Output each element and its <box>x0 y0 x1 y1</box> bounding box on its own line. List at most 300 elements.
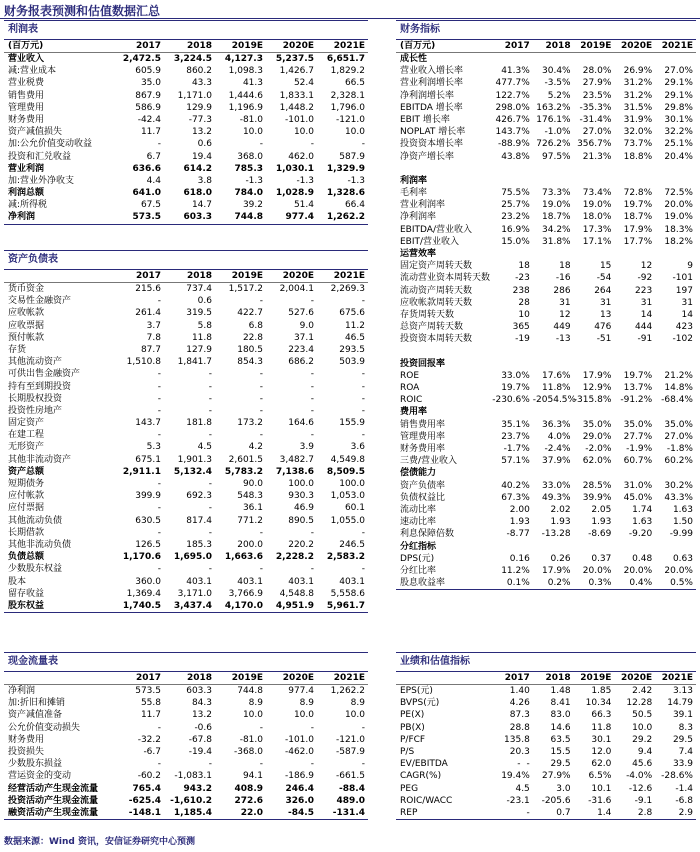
income-value-cell: 6,651.7 <box>326 54 365 64</box>
balance-value-cell: - <box>310 430 314 441</box>
valuation-value-cell: 1.40 <box>509 686 530 696</box>
ratios-section-label: 投资回报率 <box>400 358 446 369</box>
ratios-value-cell: 4.0% <box>547 431 571 442</box>
balance-row-label: 长期股权投资 <box>8 393 63 404</box>
ratios-value-cell: 30.4% <box>542 66 571 77</box>
ratios-value-cell: 12 <box>559 309 571 320</box>
balance-value-cell: 930.3 <box>288 491 314 502</box>
title-rule <box>0 18 700 19</box>
balance-header-cell: 2020E <box>282 271 314 281</box>
ratios-value-cell: 23.7% <box>501 431 530 442</box>
balance-row-label: 长期借款 <box>8 527 45 538</box>
balance-row <box>4 588 368 600</box>
balance-value-cell: 4,549.8 <box>330 454 365 465</box>
income-row-label: 营业税费 <box>8 78 45 89</box>
ratios-value-cell: 20.4% <box>664 151 693 162</box>
income-title: 利润表 <box>4 20 368 40</box>
income-value-cell: - <box>259 139 263 150</box>
income-value-cell: 1,329.9 <box>326 163 365 174</box>
valuation-row-label: ROIC/WACC <box>400 795 453 806</box>
income-header-cell: 2017 <box>135 41 161 51</box>
balance-value-cell: - <box>157 564 161 575</box>
cash-value-cell: - <box>157 759 161 770</box>
valuation-value-cell: -31.6 <box>588 795 612 806</box>
cash-value-cell: 13.2 <box>191 710 212 721</box>
ratios-value-cell: -19 <box>515 334 530 345</box>
income-value-cell: 3,224.5 <box>173 54 212 64</box>
balance-value-cell: 200.0 <box>237 539 263 550</box>
balance-value-cell: - <box>208 564 212 575</box>
balance-value-cell: - <box>208 479 212 489</box>
ratios-value-cell: 426.7% <box>495 114 530 125</box>
ratios-value-cell: -101 <box>672 273 693 284</box>
balance-value-cell: - <box>157 296 161 307</box>
ratios-value-cell: -13.28 <box>541 529 571 540</box>
income-value-cell: 1,796.0 <box>330 102 365 113</box>
cash-row-label: 财务费用 <box>8 734 45 745</box>
ratios-value-cell <box>614 346 655 358</box>
cash-value-cell: 977.4 <box>288 686 314 696</box>
valuation-value-cell: 2.8 <box>637 807 653 818</box>
ratios-value-cell: 449 <box>553 322 571 333</box>
ratios-value-cell: 34.2% <box>542 224 571 235</box>
ratios-value-cell: 14 <box>681 309 693 320</box>
income-header-cell: 2020E <box>282 41 314 51</box>
ratios-row-label: 财务费用率 <box>400 444 446 454</box>
balance-value-cell: - <box>310 405 314 416</box>
cash-row-label: 投资损失 <box>8 746 45 757</box>
balance-row-label: 可供出售金融资产 <box>8 369 81 380</box>
ratios-section-label: 成长性 <box>400 54 428 64</box>
balance-value-cell: - <box>259 369 263 380</box>
balance-row <box>4 563 368 575</box>
cash-value-cell: 744.8 <box>237 686 263 696</box>
balance-row <box>4 441 368 453</box>
valuation-row <box>396 709 696 721</box>
ratios-row <box>396 577 696 590</box>
cash-value-cell: 573.5 <box>135 686 161 696</box>
cash-value-cell: 22.0 <box>240 807 263 818</box>
ratios-value-cell: 223 <box>635 285 653 296</box>
balance-value-cell: - <box>208 381 212 392</box>
ratios-value-cell: 2.02 <box>550 504 571 515</box>
cash-value-cell: - <box>361 759 365 770</box>
income-value-cell: 10.0 <box>344 127 365 138</box>
cash-value-cell: 765.4 <box>132 783 161 794</box>
ratios-value-cell: -91.2% <box>620 395 653 406</box>
balance-value-cell: 5,132.4 <box>173 466 212 477</box>
income-value-cell: 1,098.3 <box>228 66 263 77</box>
ratios-row <box>396 65 696 77</box>
balance-value-cell: 527.6 <box>288 308 314 319</box>
ratios-row-label: 流动营业资本周转天数 <box>400 273 491 284</box>
ratios-row-label: 净利润增长率 <box>400 90 455 101</box>
ratios-value-cell: 31.0% <box>623 480 653 491</box>
income-value-cell: 860.2 <box>186 66 212 77</box>
source-note: 数据来源：Wind 资讯，安信证券研究中心预测 <box>4 837 195 847</box>
ratios-row-label: 分红比率 <box>400 565 437 576</box>
ratios-row <box>396 480 696 492</box>
income-value-cell: -101.0 <box>284 114 314 125</box>
ratios-value-cell: -31.4% <box>579 114 612 125</box>
balance-value-cell: - <box>208 527 212 538</box>
balance-row <box>4 307 368 319</box>
income-row <box>4 151 368 163</box>
ratios-row <box>396 224 696 236</box>
ratios-row-label: 固定资产周转天数 <box>400 261 473 272</box>
income-row-label: 加:营业外净收支 <box>8 175 75 186</box>
valuation-row <box>396 795 696 807</box>
income-value-cell: 11.7 <box>140 127 161 138</box>
income-row <box>4 102 368 114</box>
balance-row <box>4 332 368 344</box>
balance-value-cell: 675.1 <box>135 454 161 465</box>
cash-row <box>4 770 368 782</box>
balance-value-cell: 46.9 <box>293 503 314 514</box>
ratios-value-cell: 2.00 <box>509 504 530 515</box>
valuation-header-cell: 2017 <box>504 673 530 683</box>
ratios-row-label: 流动比率 <box>400 504 437 515</box>
valuation-value-cell: 10.1 <box>591 783 612 794</box>
valuation-row <box>396 770 696 782</box>
balance-row <box>4 295 368 307</box>
valuation-row <box>396 746 696 758</box>
income-value-cell: 1,444.6 <box>228 90 263 101</box>
balance-row-label: 其他流动负债 <box>8 515 63 526</box>
ratios-value-cell: 27.0% <box>664 431 693 442</box>
income-row <box>4 126 368 138</box>
balance-row <box>4 429 368 441</box>
income-statement-panel <box>4 20 368 225</box>
balance-row-label: 股东权益 <box>8 600 45 611</box>
ratios-value-cell: 33.0% <box>501 370 530 381</box>
income-value-cell: 1,426.7 <box>279 66 314 77</box>
cash-value-cell: -148.1 <box>128 807 161 818</box>
ratios-row-label: 负债权益比 <box>400 492 446 503</box>
valuation-header-row <box>396 672 696 685</box>
ratios-value-cell: 40.2% <box>501 480 530 491</box>
valuation-value-cell: 3.13 <box>672 686 693 696</box>
income-row <box>4 211 368 224</box>
income-value-cell: 35.0 <box>140 78 161 89</box>
cash-value-cell: -81.0 <box>239 734 263 745</box>
ratios-header-cell: 2021E <box>661 41 693 51</box>
ratios-value-cell: 17.3% <box>582 224 612 235</box>
income-value-cell: 13.2 <box>191 127 212 138</box>
valuation-value-cell: 4.26 <box>509 698 530 709</box>
ratios-value-cell: 31 <box>640 297 653 308</box>
ratios-value-cell: 476 <box>594 322 612 333</box>
ratios-value-cell: 0.26 <box>550 553 571 564</box>
balance-sheet-panel <box>4 250 368 613</box>
balance-row-label: 股本 <box>8 576 27 587</box>
ratios-value-cell: 29.1% <box>664 90 693 101</box>
income-value-cell: 462.0 <box>288 151 314 162</box>
valuation-row <box>396 734 696 746</box>
valuation-value-cell: 62.0 <box>591 759 612 770</box>
ratios-title: 财务指标 <box>396 20 696 40</box>
valuation-panel <box>396 652 696 820</box>
balance-value-cell: - <box>259 405 263 416</box>
income-value-cell: 605.9 <box>135 66 161 77</box>
balance-value-cell: 854.3 <box>237 357 263 368</box>
ratios-value-cell: 18.7% <box>542 212 571 223</box>
cash-row-label: 经营活动产生现金流量 <box>8 783 99 794</box>
balance-value-cell: - <box>310 564 314 575</box>
cash-header-cell: 2021E <box>333 673 365 683</box>
income-header-row <box>4 40 368 53</box>
balance-value-cell: 3,482.7 <box>279 454 314 465</box>
balance-value-cell: 3.6 <box>350 442 365 453</box>
balance-value-cell: 9.0 <box>299 320 314 331</box>
balance-value-cell: 1,663.6 <box>224 552 263 563</box>
cash-value-cell: -60.2 <box>137 771 161 782</box>
balance-value-cell: - <box>157 393 161 404</box>
ratios-value-cell: 19.0% <box>582 200 612 211</box>
ratios-value-cell: 35.0% <box>582 419 612 430</box>
balance-row <box>4 539 368 551</box>
balance-row-label: 应收帐款 <box>8 308 45 319</box>
income-value-cell: -121.0 <box>335 114 365 125</box>
valuation-row-label: CAGR(%) <box>400 771 442 782</box>
income-value-cell: 603.3 <box>183 212 212 223</box>
ratios-value-cell: 33.0% <box>542 480 571 491</box>
income-value-cell: 39.2 <box>242 200 263 211</box>
balance-value-cell: 126.5 <box>135 539 161 550</box>
cash-value-cell: 272.6 <box>234 795 263 806</box>
balance-value-cell: 403.1 <box>288 576 314 587</box>
balance-value-cell: 5.8 <box>197 320 212 331</box>
balance-value-cell: - <box>208 369 212 380</box>
cash-title: 现金流量表 <box>4 652 368 672</box>
ratios-value-cell: -3.5% <box>544 78 571 89</box>
balance-value-cell: 3,437.4 <box>173 600 212 611</box>
balance-row-label: 在建工程 <box>8 430 45 441</box>
valuation-value-cell: 6.5% <box>588 771 612 782</box>
ratios-value-cell: -92 <box>637 273 653 284</box>
valuation-value-cell: 14.79 <box>667 698 693 709</box>
cash-value-cell: 8.9 <box>350 698 365 709</box>
ratios-value-cell: 31.9% <box>623 114 653 125</box>
income-value-cell: 1,829.2 <box>330 66 365 77</box>
ratios-row <box>396 187 696 199</box>
balance-value-cell: - <box>361 393 365 404</box>
ratios-value-cell: 41.3% <box>501 66 530 77</box>
balance-value-cell: 6.8 <box>248 320 263 331</box>
valuation-value-cell: 4.5 <box>515 783 530 794</box>
income-value-cell: 573.5 <box>132 212 161 223</box>
income-header-cell: 2021E <box>333 41 365 51</box>
valuation-value-cell: 66.3 <box>591 710 612 721</box>
ratios-value-cell: -68.4% <box>661 395 693 406</box>
ratios-value-cell: 19.0% <box>542 200 571 211</box>
balance-value-cell: - <box>208 405 212 416</box>
balance-value-cell: - <box>208 503 212 514</box>
balance-value-cell: - <box>361 527 365 538</box>
ratios-value-cell: 477.7% <box>495 78 530 89</box>
ratios-value-cell: 17.6% <box>542 370 571 381</box>
ratios-value-cell: -54 <box>596 273 612 284</box>
balance-value-cell: 2,601.5 <box>228 454 263 465</box>
ratios-value-cell: 18.3% <box>664 224 693 235</box>
cash-row-label: 融资活动产生现金流量 <box>8 807 99 818</box>
cash-value-cell: -101.0 <box>284 734 314 745</box>
ratios-row <box>396 406 696 418</box>
balance-value-cell: 3,171.0 <box>177 588 212 599</box>
balance-value-cell: 181.8 <box>186 418 212 429</box>
ratios-row <box>396 211 696 223</box>
ratios-value-cell: 726.2% <box>536 139 571 150</box>
ratios-value-cell: 31.2% <box>623 78 653 89</box>
ratios-value-cell: 20.0% <box>664 200 693 211</box>
balance-value-cell: - <box>310 381 314 392</box>
income-value-cell: 785.3 <box>234 163 263 174</box>
valuation-value-cell: 10.34 <box>585 698 612 709</box>
ratios-header-cell: 2020E <box>620 41 653 51</box>
balance-value-cell: 548.3 <box>237 491 263 502</box>
ratios-value-cell: -16 <box>555 273 571 284</box>
balance-value-cell: 403.1 <box>237 576 263 587</box>
balance-row <box>4 576 368 588</box>
valuation-value-cell: 33.9 <box>672 759 693 770</box>
income-value-cell: -1.3 <box>347 175 365 186</box>
ratios-value-cell: 356.7% <box>577 139 612 150</box>
balance-value-cell: 5,558.6 <box>330 588 365 599</box>
balance-value-cell: 11.8 <box>191 332 212 343</box>
ratios-value-cell: 29.0% <box>582 431 612 442</box>
income-value-cell: 1,196.9 <box>228 102 263 113</box>
balance-value-cell: 1,510.8 <box>126 357 161 368</box>
balance-value-cell: 1,517.2 <box>228 284 263 294</box>
cash-value-cell: 94.1 <box>242 771 263 782</box>
balance-value-cell: 1,053.0 <box>330 491 365 502</box>
valuation-value-cell: 7.4 <box>678 746 693 757</box>
ratios-value-cell: 1.63 <box>672 504 693 515</box>
balance-value-cell: 5.3 <box>146 442 161 453</box>
valuation-value-cell: 19.4% <box>501 771 530 782</box>
ratios-row-label: 营业收入增长率 <box>400 66 464 77</box>
ratios-value-cell: 11.8% <box>542 383 571 394</box>
ratios-value-cell: 1.93 <box>550 517 571 528</box>
income-header-cell: 2019E <box>231 41 263 51</box>
ratios-row <box>396 443 696 455</box>
valuation-lead-dash: - <box>517 759 521 770</box>
ratios-value-cell: 163.2% <box>536 102 571 113</box>
valuation-header-cell <box>396 672 492 684</box>
ratios-value-cell: 19.7% <box>623 370 653 381</box>
ratios-row-label: 利息保障倍数 <box>400 529 455 540</box>
balance-value-cell: - <box>157 479 161 489</box>
ratios-value-cell: 1.93 <box>591 517 612 528</box>
balance-value-cell: - <box>157 369 161 380</box>
ratios-row <box>396 248 696 260</box>
balance-value-cell: 155.9 <box>339 418 365 429</box>
balance-value-cell: 890.5 <box>288 515 314 526</box>
balance-value-cell: 37.1 <box>293 332 314 343</box>
ratios-row-label: 股息收益率 <box>400 578 446 589</box>
cash-row <box>4 795 368 807</box>
ratios-row <box>396 504 696 516</box>
ratios-value-cell: 31.5% <box>623 102 653 113</box>
valuation-row-label: PB(X) <box>400 722 425 733</box>
ratios-value-cell: 1.50 <box>672 517 693 528</box>
ratios-value-cell: 25.1% <box>664 139 693 150</box>
balance-row-label: 应收票据 <box>8 320 45 331</box>
ratios-value-cell: 286 <box>553 285 571 296</box>
cash-header-cell: 2019E <box>231 673 263 683</box>
ratios-value-cell <box>655 163 696 175</box>
ratios-value-cell: 27.0% <box>582 127 612 138</box>
ratios-value-cell: 62.0% <box>582 456 612 467</box>
balance-value-cell: 5,783.2 <box>224 466 263 477</box>
balance-header-cell <box>4 270 113 282</box>
valuation-row <box>396 783 696 795</box>
income-value-cell: - <box>157 139 161 150</box>
ratios-row-label: 投资资本周转天数 <box>400 334 473 345</box>
balance-value-cell: 3.9 <box>299 442 314 453</box>
valuation-value-cell: - <box>526 807 530 818</box>
ratios-value-cell: 264 <box>594 285 612 296</box>
cash-row <box>4 709 368 721</box>
cash-row-label: 营运资金的变动 <box>8 771 72 782</box>
ratios-row-label: EBIT/营业收入 <box>400 236 460 247</box>
ratios-value-cell: 28 <box>518 297 530 308</box>
cash-value-cell: - <box>361 722 365 733</box>
ratios-row <box>396 553 696 565</box>
ratios-value-cell: -9.99 <box>669 529 693 540</box>
income-value-cell: -1.3 <box>245 175 263 186</box>
ratios-value-cell: 0.3% <box>588 578 612 589</box>
valuation-row <box>396 697 696 709</box>
cash-value-cell: 943.2 <box>183 783 212 794</box>
ratios-value-cell: 60.2% <box>664 456 693 467</box>
ratios-value-cell: 18.2% <box>664 236 693 247</box>
balance-value-cell: - <box>259 430 263 441</box>
cash-value-cell: - <box>157 722 161 733</box>
valuation-value-cell: 12.28 <box>626 698 653 709</box>
income-value-cell: 614.2 <box>183 163 212 174</box>
ratios-value-cell: 444 <box>635 322 653 333</box>
balance-value-cell: 4.5 <box>197 442 212 453</box>
income-row-label: 资产减值损失 <box>8 127 63 138</box>
ratios-value-cell: 0.48 <box>632 553 653 564</box>
income-header-cell: (百万元) <box>8 41 44 51</box>
ratios-value-cell: 1.63 <box>632 517 653 528</box>
balance-row <box>4 405 368 417</box>
cash-row-label: 少数股东损益 <box>8 759 63 770</box>
ratios-row <box>396 126 696 138</box>
balance-value-cell: - <box>259 393 263 404</box>
ratios-value-cell: -315.8% <box>573 395 612 406</box>
balance-row <box>4 478 368 490</box>
ratios-value-cell: -2.0% <box>585 444 612 454</box>
ratios-row-label: ROIC <box>400 395 423 406</box>
cash-value-cell: -186.9 <box>284 771 314 782</box>
balance-value-cell: 692.3 <box>186 491 212 502</box>
income-value-cell: 977.4 <box>285 212 314 223</box>
ratios-value-cell: 60.7% <box>623 456 653 467</box>
income-value-cell: 6.7 <box>146 151 161 162</box>
ratios-row-label: 三费/营业收入 <box>400 456 458 467</box>
balance-value-cell: 399.9 <box>135 491 161 502</box>
valuation-row-label: PE(X) <box>400 710 425 721</box>
ratios-row <box>396 138 696 150</box>
valuation-value-cell: 8.41 <box>550 698 571 709</box>
balance-value-cell: 87.7 <box>140 344 161 355</box>
cash-value-cell: - <box>310 722 314 733</box>
balance-value-cell: - <box>310 393 314 404</box>
balance-row <box>4 527 368 539</box>
